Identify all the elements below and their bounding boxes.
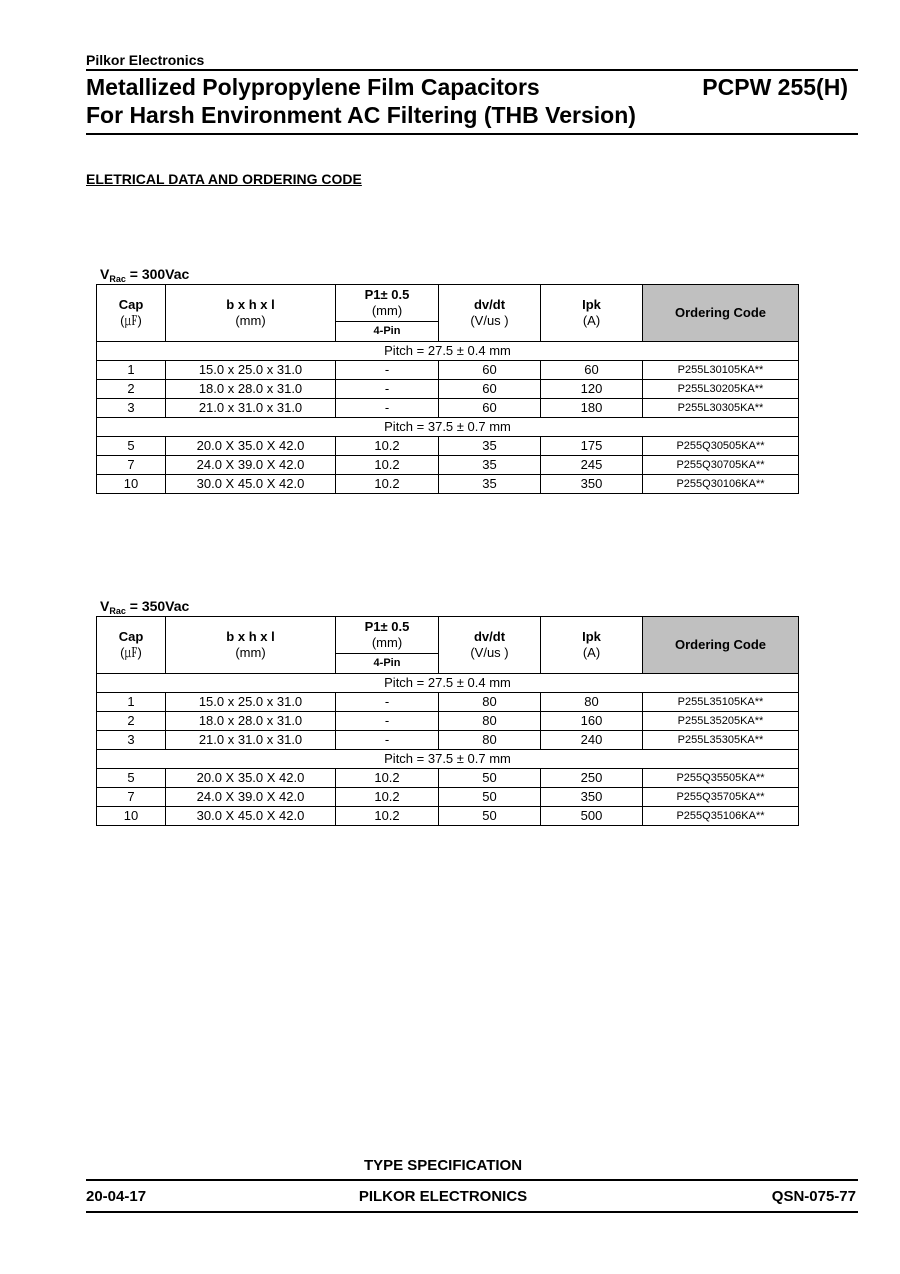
ipk-cell: 240 [541,731,643,750]
cap-cell: 3 [97,399,166,418]
ipk-cell: 60 [541,361,643,380]
voltage-label-1: $V_{Rac} = 300Vac$ [100,266,190,284]
dvdt-cell: 35 [439,475,541,494]
ordering-code-header: Ordering Code [643,617,799,674]
dims-cell: 30.0 X 45.0 X 42.0 [166,807,336,826]
electrical-data-table-300vac [96,284,799,494]
code-cell: P255L30205KA** [643,380,799,399]
p1-header: P1± 0.5 (mm) [336,617,439,654]
dvdt-cell: 50 [439,769,541,788]
code-cell: P255Q30705KA** [643,456,799,475]
pin-subheader: 4-Pin [336,321,439,341]
pitch-label: Pitch = 37.5 ± 0.7 mm [97,750,799,769]
cap-cell: 2 [97,712,166,731]
footer-company: PILKOR ELECTRONICS [358,1188,528,1205]
document-title-line2: For Harsh Environment AC Filtering (THB Version) [86,102,636,128]
pitch-row [97,674,799,693]
ipk-cell: 175 [541,437,643,456]
ordering-code-header: Ordering Code [643,285,799,342]
code-cell: P255Q35505KA** [643,769,799,788]
dvdt-cell: 60 [439,399,541,418]
dims-cell: 30.0 X 45.0 X 42.0 [166,475,336,494]
code-cell: P255L35105KA** [643,693,799,712]
table-row [97,693,799,712]
table-row [97,807,799,826]
table-row [97,712,799,731]
ipk-cell: 120 [541,380,643,399]
model-number: PCPW 255(H) [702,74,848,100]
cap-cell: 7 [97,788,166,807]
code-cell: P255L30305KA** [643,399,799,418]
code-cell: P255L30105KA** [643,361,799,380]
dvdt-cell: 60 [439,380,541,399]
cap-cell: 1 [97,693,166,712]
code-cell: P255Q30505KA** [643,437,799,456]
ipk-cell: 500 [541,807,643,826]
pitch-label: Pitch = 37.5 ± 0.7 mm [97,418,799,437]
table-row [97,399,799,418]
cap-cell: 10 [97,807,166,826]
p1-cell: - [336,712,439,731]
dvdt-cell: 60 [439,361,541,380]
p1-cell: 10.2 [336,456,439,475]
dvdt-cell: 35 [439,437,541,456]
p1-cell: - [336,693,439,712]
p1-cell: 10.2 [336,769,439,788]
p1-cell: - [336,380,439,399]
ipk-header: Ipk (A) [541,285,643,342]
company-name: Pilkor Electronics [86,52,205,68]
p1-cell: - [336,731,439,750]
table-row [97,361,799,380]
dvdt-cell: 80 [439,731,541,750]
dvdt-cell: 80 [439,693,541,712]
pitch-row [97,418,799,437]
table-row [97,731,799,750]
dims-cell: 20.0 X 35.0 X 42.0 [166,437,336,456]
cap-cell: 5 [97,769,166,788]
p1-cell: 10.2 [336,807,439,826]
header-rule-bottom [86,133,858,135]
dvdt-cell: 80 [439,712,541,731]
ipk-header: Ipk (A) [541,617,643,674]
pitch-row [97,750,799,769]
ipk-cell: 180 [541,399,643,418]
dims-header: b x h x l (mm) [166,285,336,342]
dims-cell: 18.0 x 28.0 x 31.0 [166,380,336,399]
pitch-label: Pitch = 27.5 ± 0.4 mm [97,342,799,361]
code-cell: P255Q35705KA** [643,788,799,807]
table-row [97,380,799,399]
pitch-label: Pitch = 27.5 ± 0.4 mm [97,674,799,693]
dims-cell: 21.0 x 31.0 x 31.0 [166,731,336,750]
pin-subheader: 4-Pin [336,653,439,673]
cap-cell: 7 [97,456,166,475]
code-cell: P255Q30106KA** [643,475,799,494]
dvdt-header: dv/dt (V/us ) [439,285,541,342]
ipk-cell: 80 [541,693,643,712]
type-specification-label: TYPE SPECIFICATION [363,1157,523,1174]
p1-cell: - [336,361,439,380]
header-rule-top [86,69,858,71]
dims-cell: 24.0 X 39.0 X 42.0 [166,456,336,475]
dims-header: b x h x l (mm) [166,617,336,674]
footer-rule-bottom [86,1211,858,1213]
footer-rule-top [86,1179,858,1181]
ipk-cell: 245 [541,456,643,475]
dvdt-header: dv/dt (V/us ) [439,617,541,674]
dims-cell: 21.0 x 31.0 x 31.0 [166,399,336,418]
dims-cell: 18.0 x 28.0 x 31.0 [166,712,336,731]
section-heading: ELETRICAL DATA AND ORDERING CODE [86,171,362,187]
table-row [97,769,799,788]
voltage-label-2: $V_{Rac} = 350Vac$ [100,598,190,616]
code-cell: P255L35205KA** [643,712,799,731]
footer-date: 20-04-17 [86,1188,147,1205]
footer-doc-number: QSN-075-77 [771,1188,856,1205]
dims-cell: 15.0 x 25.0 x 31.0 [166,361,336,380]
dims-cell: 15.0 x 25.0 x 31.0 [166,693,336,712]
cap-cell: 1 [97,361,166,380]
table-row [97,437,799,456]
p1-cell: 10.2 [336,788,439,807]
dvdt-cell: 50 [439,788,541,807]
electrical-data-table-350vac [96,616,799,826]
cap-cell: 10 [97,475,166,494]
code-cell: P255L35305KA** [643,731,799,750]
cap-cell: 3 [97,731,166,750]
table-row [97,788,799,807]
ipk-cell: 250 [541,769,643,788]
code-cell: P255Q35106KA** [643,807,799,826]
cap-header: Cap (㎌) [97,617,166,674]
pitch-row [97,342,799,361]
table-row [97,456,799,475]
document-title-line1: Metallized Polypropylene Film Capacitors [86,74,540,100]
cap-cell: 5 [97,437,166,456]
ipk-cell: 350 [541,788,643,807]
dims-cell: 24.0 X 39.0 X 42.0 [166,788,336,807]
p1-cell: 10.2 [336,437,439,456]
dvdt-cell: 35 [439,456,541,475]
cap-cell: 2 [97,380,166,399]
p1-cell: 10.2 [336,475,439,494]
ipk-cell: 160 [541,712,643,731]
ipk-cell: 350 [541,475,643,494]
cap-header: Cap (㎌) [97,285,166,342]
dims-cell: 20.0 X 35.0 X 42.0 [166,769,336,788]
dvdt-cell: 50 [439,807,541,826]
table-row [97,475,799,494]
p1-header: P1± 0.5 (mm) [336,285,439,322]
p1-cell: - [336,399,439,418]
